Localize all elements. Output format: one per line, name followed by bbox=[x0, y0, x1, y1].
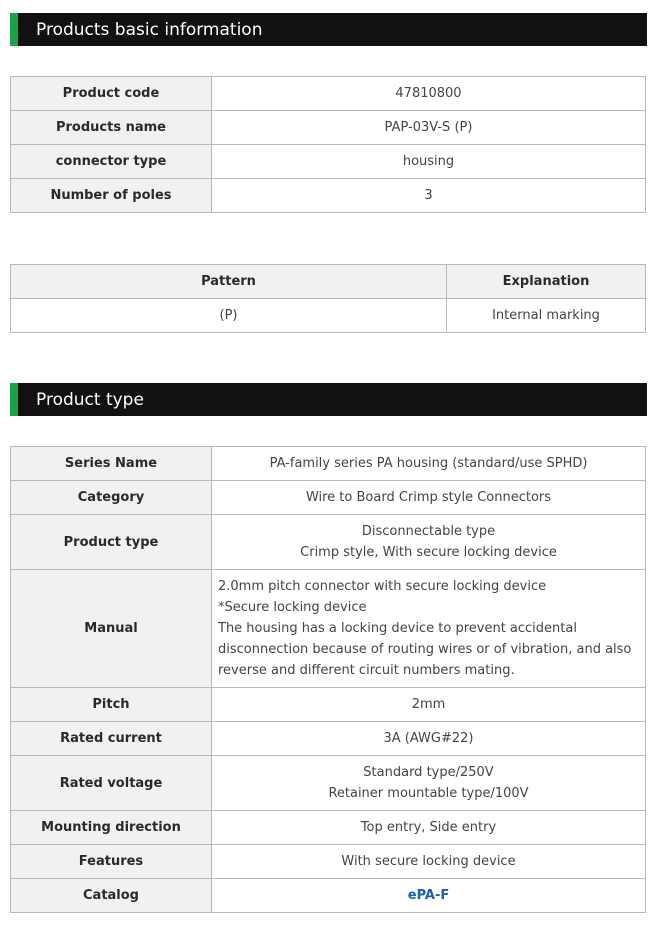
table-row bbox=[11, 688, 646, 722]
catalog-link[interactable]: ePA-F bbox=[407, 888, 450, 903]
text-line: Crimp style, With secure locking device bbox=[300, 545, 557, 560]
explanation-cell: Internal marking bbox=[447, 299, 646, 333]
table-row bbox=[11, 515, 646, 570]
value-mounting-direction: Top entry, Side entry bbox=[212, 811, 646, 845]
table-row bbox=[11, 299, 646, 333]
value-catalog bbox=[212, 879, 646, 913]
label-product-type: Product type bbox=[11, 515, 212, 570]
value-features: With secure locking device bbox=[212, 845, 646, 879]
section-title: Products basic information bbox=[36, 20, 263, 40]
table-row bbox=[11, 77, 646, 111]
text-line: Standard type/250V bbox=[363, 765, 494, 780]
accent-bar bbox=[10, 383, 18, 416]
value-number-of-poles: 3 bbox=[212, 179, 646, 213]
table-row bbox=[11, 879, 646, 913]
label-mounting-direction: Mounting direction bbox=[11, 811, 212, 845]
label-catalog: Catalog bbox=[11, 879, 212, 913]
pattern-cell: (P) bbox=[11, 299, 447, 333]
label-rated-current: Rated current bbox=[11, 722, 212, 756]
table-row bbox=[11, 145, 646, 179]
label-number-of-poles: Number of poles bbox=[11, 179, 212, 213]
table-row bbox=[11, 481, 646, 515]
product-type-table bbox=[10, 446, 646, 913]
value-series-name: PA-family series PA housing (standard/use SPHD) bbox=[212, 447, 646, 481]
basic-info-table bbox=[10, 76, 646, 213]
value-product-code: 47810800 bbox=[212, 77, 646, 111]
label-products-name: Products name bbox=[11, 111, 212, 145]
table-header-row bbox=[11, 265, 646, 299]
section-title: Product type bbox=[36, 390, 144, 410]
label-rated-voltage: Rated voltage bbox=[11, 756, 212, 811]
table-row bbox=[11, 570, 646, 688]
label-pitch: Pitch bbox=[11, 688, 212, 722]
table-row bbox=[11, 722, 646, 756]
accent-bar bbox=[10, 13, 18, 46]
value-product-type bbox=[212, 515, 646, 570]
text-line: The housing has a locking device to prevent accidental disconnection because of routing wires or of vibration, and also reverse and different circuit numbers mating. bbox=[218, 621, 632, 678]
value-connector-type: housing bbox=[212, 145, 646, 179]
table-row bbox=[11, 111, 646, 145]
table-row bbox=[11, 447, 646, 481]
pattern-table bbox=[10, 264, 646, 333]
value-products-name: PAP-03V-S (P) bbox=[212, 111, 646, 145]
section-header-product-type bbox=[10, 383, 647, 416]
column-header-pattern: Pattern bbox=[11, 265, 447, 299]
label-manual: Manual bbox=[11, 570, 212, 688]
table-row bbox=[11, 811, 646, 845]
value-pitch: 2mm bbox=[212, 688, 646, 722]
table-row bbox=[11, 845, 646, 879]
table-row bbox=[11, 756, 646, 811]
section-header-basic-info bbox=[10, 13, 647, 46]
text-line: 2.0mm pitch connector with secure locking device bbox=[218, 579, 547, 594]
column-header-explanation: Explanation bbox=[447, 265, 646, 299]
value-rated-current: 3A (AWG#22) bbox=[212, 722, 646, 756]
text-line: *Secure locking device bbox=[218, 600, 367, 615]
label-connector-type: connector type bbox=[11, 145, 212, 179]
value-category: Wire to Board Crimp style Connectors bbox=[212, 481, 646, 515]
text-line: Retainer mountable type/100V bbox=[328, 786, 529, 801]
table-row bbox=[11, 179, 646, 213]
label-product-code: Product code bbox=[11, 77, 212, 111]
label-category: Category bbox=[11, 481, 212, 515]
label-series-name: Series Name bbox=[11, 447, 212, 481]
value-manual bbox=[212, 570, 646, 688]
label-features: Features bbox=[11, 845, 212, 879]
value-rated-voltage bbox=[212, 756, 646, 811]
text-line: Disconnectable type bbox=[361, 524, 496, 539]
